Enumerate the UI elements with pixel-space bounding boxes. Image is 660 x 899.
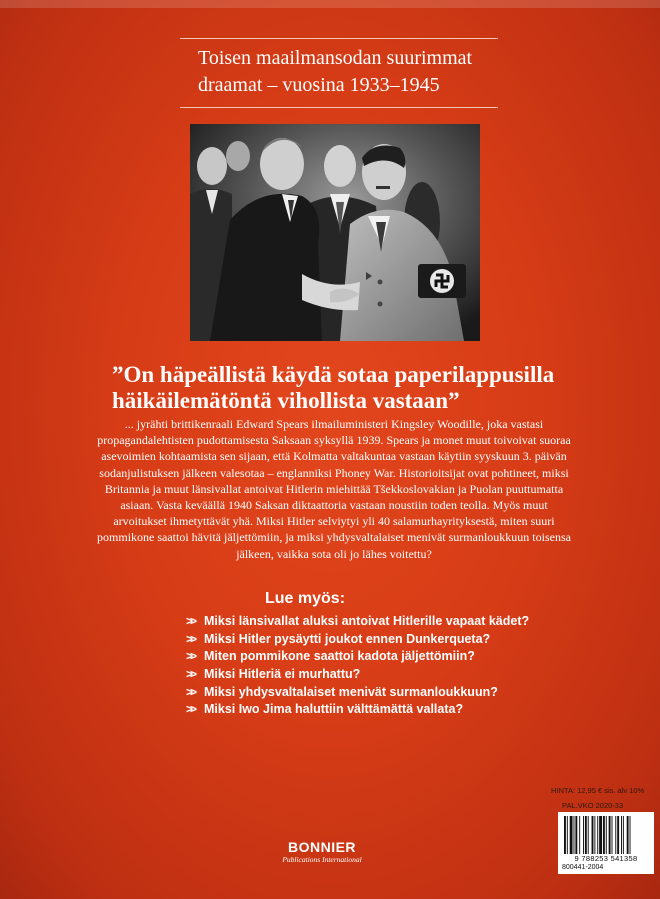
barcode-bar xyxy=(606,816,607,854)
price-label: HINTA: 12,95 € sis. alv 10% xyxy=(551,786,645,795)
barcode xyxy=(558,812,654,874)
quote-heading: ”On häpeällistä käydä sotaa paperilappusilla häikäilemätöntä vihollista vastaan” xyxy=(112,362,555,413)
barcode-bar xyxy=(612,816,613,854)
barcode-bar xyxy=(592,816,594,854)
barcode-code: 800441-2004 xyxy=(562,864,604,871)
barcode-bar xyxy=(627,816,629,854)
barcode-bar xyxy=(599,816,602,854)
barcode-bar xyxy=(623,816,624,854)
historical-photo xyxy=(190,124,480,341)
barcode-digits: 9 788253 541358 xyxy=(574,854,638,863)
double-chevron-icon: >> xyxy=(186,649,195,664)
barcode-bar xyxy=(609,816,611,854)
barcode-bar xyxy=(617,816,619,854)
photo-illustration xyxy=(190,124,480,341)
list-item-text: Miksi länsivallat aluksi antoivat Hitlerille vapaat kädet? xyxy=(204,614,530,628)
barcode-bar xyxy=(583,816,584,854)
barcode-bar xyxy=(630,816,631,854)
list-item-text: Miksi Hitler pysäytti joukot ennen Dunkerqueta? xyxy=(204,631,491,646)
barcode-bar xyxy=(597,816,598,854)
barcode-bar xyxy=(588,816,589,854)
list-item-text: Miksi yhdysvaltalaiset menivät surmanloukkuun? xyxy=(204,684,498,699)
lue-myos-title: Lue myös: xyxy=(265,590,346,607)
list-item-text: Miten pommikone saattoi kadota jäljettömiin? xyxy=(204,649,475,664)
barcode-bar xyxy=(575,816,577,854)
barcode-bar xyxy=(603,816,605,854)
barcode-bar xyxy=(615,816,616,854)
double-chevron-icon: >> xyxy=(186,702,195,717)
barcode-bar xyxy=(564,816,566,854)
barcode-bar xyxy=(585,816,587,854)
lue-myos-list xyxy=(186,613,529,719)
pal-week-label: PAL.VKO 2020-33 xyxy=(562,801,624,810)
barcode-bar xyxy=(621,816,622,854)
list-item xyxy=(186,613,529,631)
list-item-text: Miksi Iwo Jima haluttiin välttämättä vallata? xyxy=(204,702,464,717)
publisher-subtitle: Publications International xyxy=(282,855,362,864)
double-chevron-icon: >> xyxy=(186,631,195,646)
body-paragraph: ... jyrähti brittikenraali Edward Spears ilmailuministeri Kingsley Woodille, joka vastasi propagandalehtisten pudottamisesta Saksaan syksyllä 1939. Spears ja monet muut toivoivat suoraa asevoimien kohtaamista sen sijaan, että Kolmatta valtakuntaa vastaan käytiin syyskuun 3. päivän sodanjulistuksen jälkeen valesotaa – englanniksi Phoney War. Historioitsijat ovat pohtineet, miksi Britannia ja muut länsivallat antoivat Hitlerin miehittää Tšekkoslovakian ja Puolan puuttumatta asiaan. Vasta keväällä 1940 Saksan diktaattoria vastaan noustiin toden teolla. Myös muut arvoitukset ihmetyttävät yhä. Miksi Hitler selviytyi yli 40 salamurhayrityksestä, miten suuri pommikone saattoi hävitä jäljettömiin, ja miksi yhdysvaltalaiset menivät surmanloukkuun toisensa jälkeen, vaikka sota oli jo lähes voitettu? xyxy=(97,417,571,561)
barcode-bar xyxy=(574,816,575,854)
publisher-logo: BONNIER xyxy=(287,839,357,855)
barcode-bar xyxy=(570,816,573,854)
double-chevron-icon: >> xyxy=(186,667,195,682)
barcode-bar xyxy=(579,816,580,854)
cover-top-edge xyxy=(0,0,660,8)
double-chevron-icon: >> xyxy=(186,614,195,628)
list-item xyxy=(186,701,529,719)
list-item xyxy=(186,684,529,702)
list-item-text: Miksi Hitleriä ei murhattu? xyxy=(204,667,361,682)
double-chevron-icon: >> xyxy=(186,684,195,699)
list-item xyxy=(186,666,529,684)
list-item xyxy=(186,648,529,666)
cover-headline: Toisen maailmansodan suurimmat draamat – vuosina 1933–1945 xyxy=(180,38,498,108)
barcode-bars xyxy=(564,816,648,854)
barcode-bar xyxy=(594,816,595,854)
list-item xyxy=(186,631,529,649)
barcode-bar xyxy=(567,816,568,854)
